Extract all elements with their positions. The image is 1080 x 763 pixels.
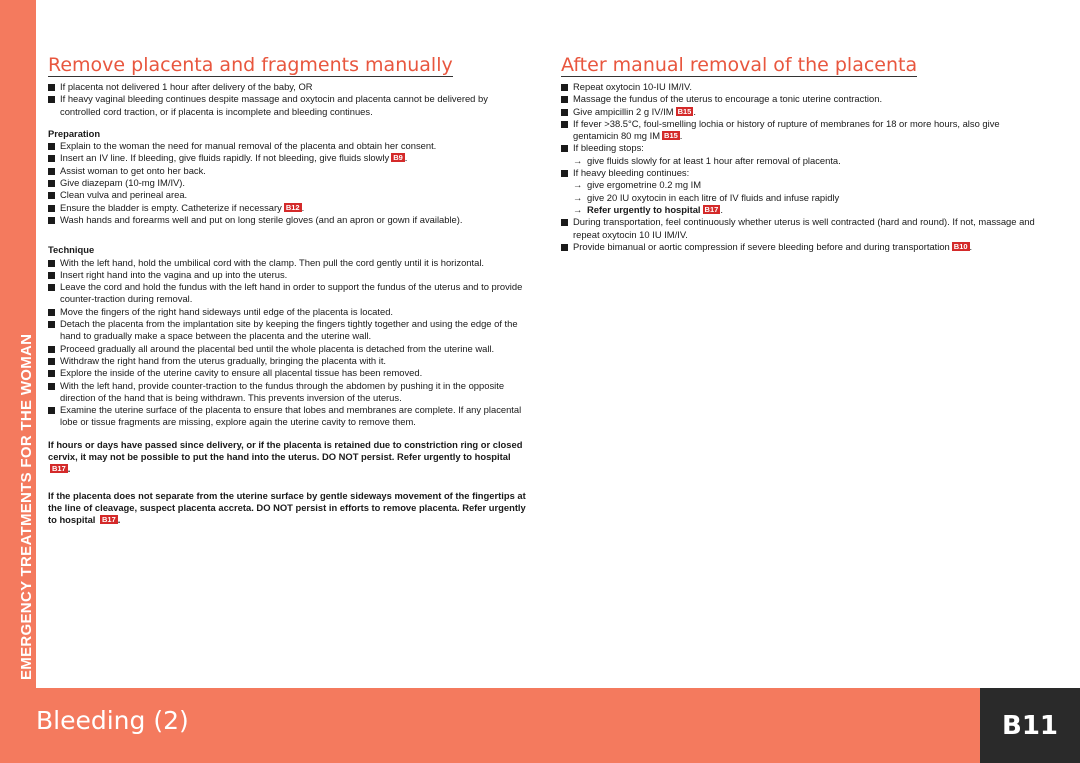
section-title-after-removal: After manual removal of the placenta [561, 54, 918, 76]
reference-tag[interactable]: B15 [677, 106, 692, 116]
list-item: Detach the placenta from the implantation site by keeping the fingers tightly together and using the edge of the hand to gradually make a space between the placenta and the uterine wall. [48, 318, 528, 343]
page-code: B11 [980, 688, 1080, 763]
reference-tag[interactable]: B17 [102, 515, 116, 525]
right-column [561, 54, 1041, 253]
list-item: If bleeding stops: [561, 142, 1041, 154]
technique-heading: Technique [48, 244, 95, 256]
reference-tag[interactable]: B17 [704, 204, 719, 214]
list-item: Explore the inside of the uterine cavity to ensure all placental tissue has been removed. [48, 367, 528, 379]
sub-list-item [561, 155, 1041, 167]
list-item-text: Ensure the bladder is empty. Catheterize if necessary [60, 201, 282, 213]
list-item: Wash hands and forearms well and put on long sterile gloves (and an apron or gown if available). [48, 214, 528, 226]
reference-tag[interactable]: B12 [285, 202, 300, 212]
reference-tag[interactable]: B9 [393, 153, 403, 163]
list-item: Repeat oxytocin 10-IU IM/IV. [561, 81, 1041, 93]
list-item: During transportation, feel continuously whether uterus is well contracted (hard and round). If not, massage and repeat oxytocin 10 IU IM/IV. [561, 216, 1041, 241]
list-item: Insert an IV line. If bleeding, give fluids rapidly. If not bleeding, give fluids slowly B9 . [48, 152, 528, 164]
list-item: Provide bimanual or aortic compression if severe bleeding before and during transportation B10 . [561, 241, 1041, 253]
list-item: If placenta not delivered 1 hour after delivery of the baby, OR [48, 81, 528, 93]
page-title: Bleeding (2) [36, 706, 189, 735]
sub-item-text: give ergometrine 0.2 mg IM [586, 179, 702, 191]
list-item-text: If fever >38.5°C, foul-smelling lochia or history of rupture of membranes for 18 or more hours, also give gentamicin 80 mg IM [573, 117, 1000, 142]
list-item: Move the fingers of the right hand sideways until edge of the placenta is located. [48, 306, 528, 318]
list-item: Insert right hand into the vagina and up into the uterus. [48, 269, 528, 281]
list-item: With the left hand, hold the umbilical cord with the clamp. Then pull the cord gently until it is horizontal. [48, 257, 528, 269]
after-removal-list [561, 81, 1041, 253]
arrow-icon: → [573, 191, 583, 203]
list-item: Examine the uterine surface of the placenta to ensure that lobes and membranes are complete. If any placental lobe or tissue fragments are missing, explore again the uterine cavity to remove them. [48, 404, 528, 429]
warning-note-accreta: If the placenta does not separate from the uterine surface by gentle sideways movement of the fingertips at the line of cleavage, suspect placenta accreta. DO NOT persist in efforts to remove placenta. Refer urgently to hospital B17 . [48, 489, 526, 526]
arrow-icon: → [573, 203, 583, 215]
section-title-manual-removal: Remove placenta and fragments manually [48, 54, 453, 76]
list-item: Massage the fundus of the uterus to encourage a tonic uterine contraction. [561, 93, 1041, 105]
warning-text: If hours or days have passed since delivery, or if the placenta is retained due to constriction ring or closed cervix, it may not be possible to put the hand into the uterus. DO NOT persist. Refer urgently to hospital [48, 438, 523, 463]
list-item-text: Provide bimanual or aortic compression if severe bleeding before and during transportation [573, 240, 950, 252]
warning-text: If the placenta does not separate from the uterine surface by gentle sideways movement of the fingertips at the line of cleavage, suspect placenta accreta. DO NOT persist in efforts to remove placenta. Refer urgently to hospital [48, 489, 526, 526]
list-item: Clean vulva and perineal area. [48, 189, 528, 201]
sub-item-text: give fluids slowly for at least 1 hour after removal of placenta. [586, 154, 841, 166]
reference-tag[interactable]: B15 [664, 131, 678, 141]
arrow-icon: → [573, 154, 583, 166]
sidebar-title: EMERGENCY TREATMENTS FOR THE WOMAN [18, 333, 35, 680]
sidebar [0, 0, 36, 688]
sub-item-text: give 20 IU oxytocin in each litre of IV fluids and infuse rapidly [586, 191, 840, 203]
arrow-icon: → [573, 179, 583, 191]
list-item: If fever >38.5°C, foul-smelling lochia or history of rupture of membranes for 18 or more hours, also give gentamicin 80 mg IM B15 . [561, 118, 1041, 143]
footer-bar [0, 688, 980, 763]
list-item: Proceed gradually all around the placental bed until the whole placenta is detached from the uterine wall. [48, 343, 528, 355]
sub-list-item [561, 192, 1041, 204]
list-item: Explain to the woman the need for manual removal of the placenta and obtain her consent. [48, 140, 528, 152]
list-item: If heavy bleeding continues: [561, 167, 1041, 179]
sub-list-item: → Refer urgently to hospital B17 . [573, 203, 723, 215]
preparation-heading: Preparation [48, 127, 101, 139]
list-item: Leave the cord and hold the fundus with the left hand in order to support the fundus of the uterus and to provide counter-traction during removal. [48, 281, 528, 306]
technique-list [48, 257, 528, 429]
intro-list [48, 81, 528, 118]
preparation-list [48, 140, 528, 226]
list-item: If heavy vaginal bleeding continues despite massage and oxytocin and placenta cannot be delivered by controlled cord traction, or if placenta is incomplete and bleeding continues. [48, 93, 528, 118]
list-item: Assist woman to get onto her back. [48, 165, 528, 177]
list-item: Give ampicillin 2 g IV/IM B15 . [561, 106, 1041, 118]
list-item-text: Give ampicillin 2 g IV/IM [573, 105, 674, 117]
list-item-text: Insert an IV line. If bleeding, give fluids rapidly. If not bleeding, give fluids slowly [60, 152, 390, 164]
sub-list-item [561, 179, 1041, 191]
warning-note-retained: If hours or days have passed since delivery, or if the placenta is retained due to constriction ring or closed cervix, it may not be possible to put the hand into the uterus. DO NOT persist. Refer urgently to hospital B17 . [48, 438, 523, 475]
sub-item-text: Refer urgently to hospital [586, 203, 701, 215]
list-item: With the left hand, provide counter-traction to the fundus through the abdomen by pushing it in the opposite direction of the hand that is being withdrawn. This prevents inversion of the uterus. [48, 380, 528, 405]
list-item: Give diazepam (10-mg IM/IV). [48, 177, 528, 189]
left-column [48, 54, 528, 527]
reference-tag[interactable]: B17 [52, 464, 66, 474]
reference-tag[interactable]: B10 [953, 241, 968, 251]
list-item: Ensure the bladder is empty. Catheterize if necessary B12 . [48, 202, 528, 214]
list-item: Withdraw the right hand from the uterus gradually, bringing the placenta with it. [48, 355, 528, 367]
